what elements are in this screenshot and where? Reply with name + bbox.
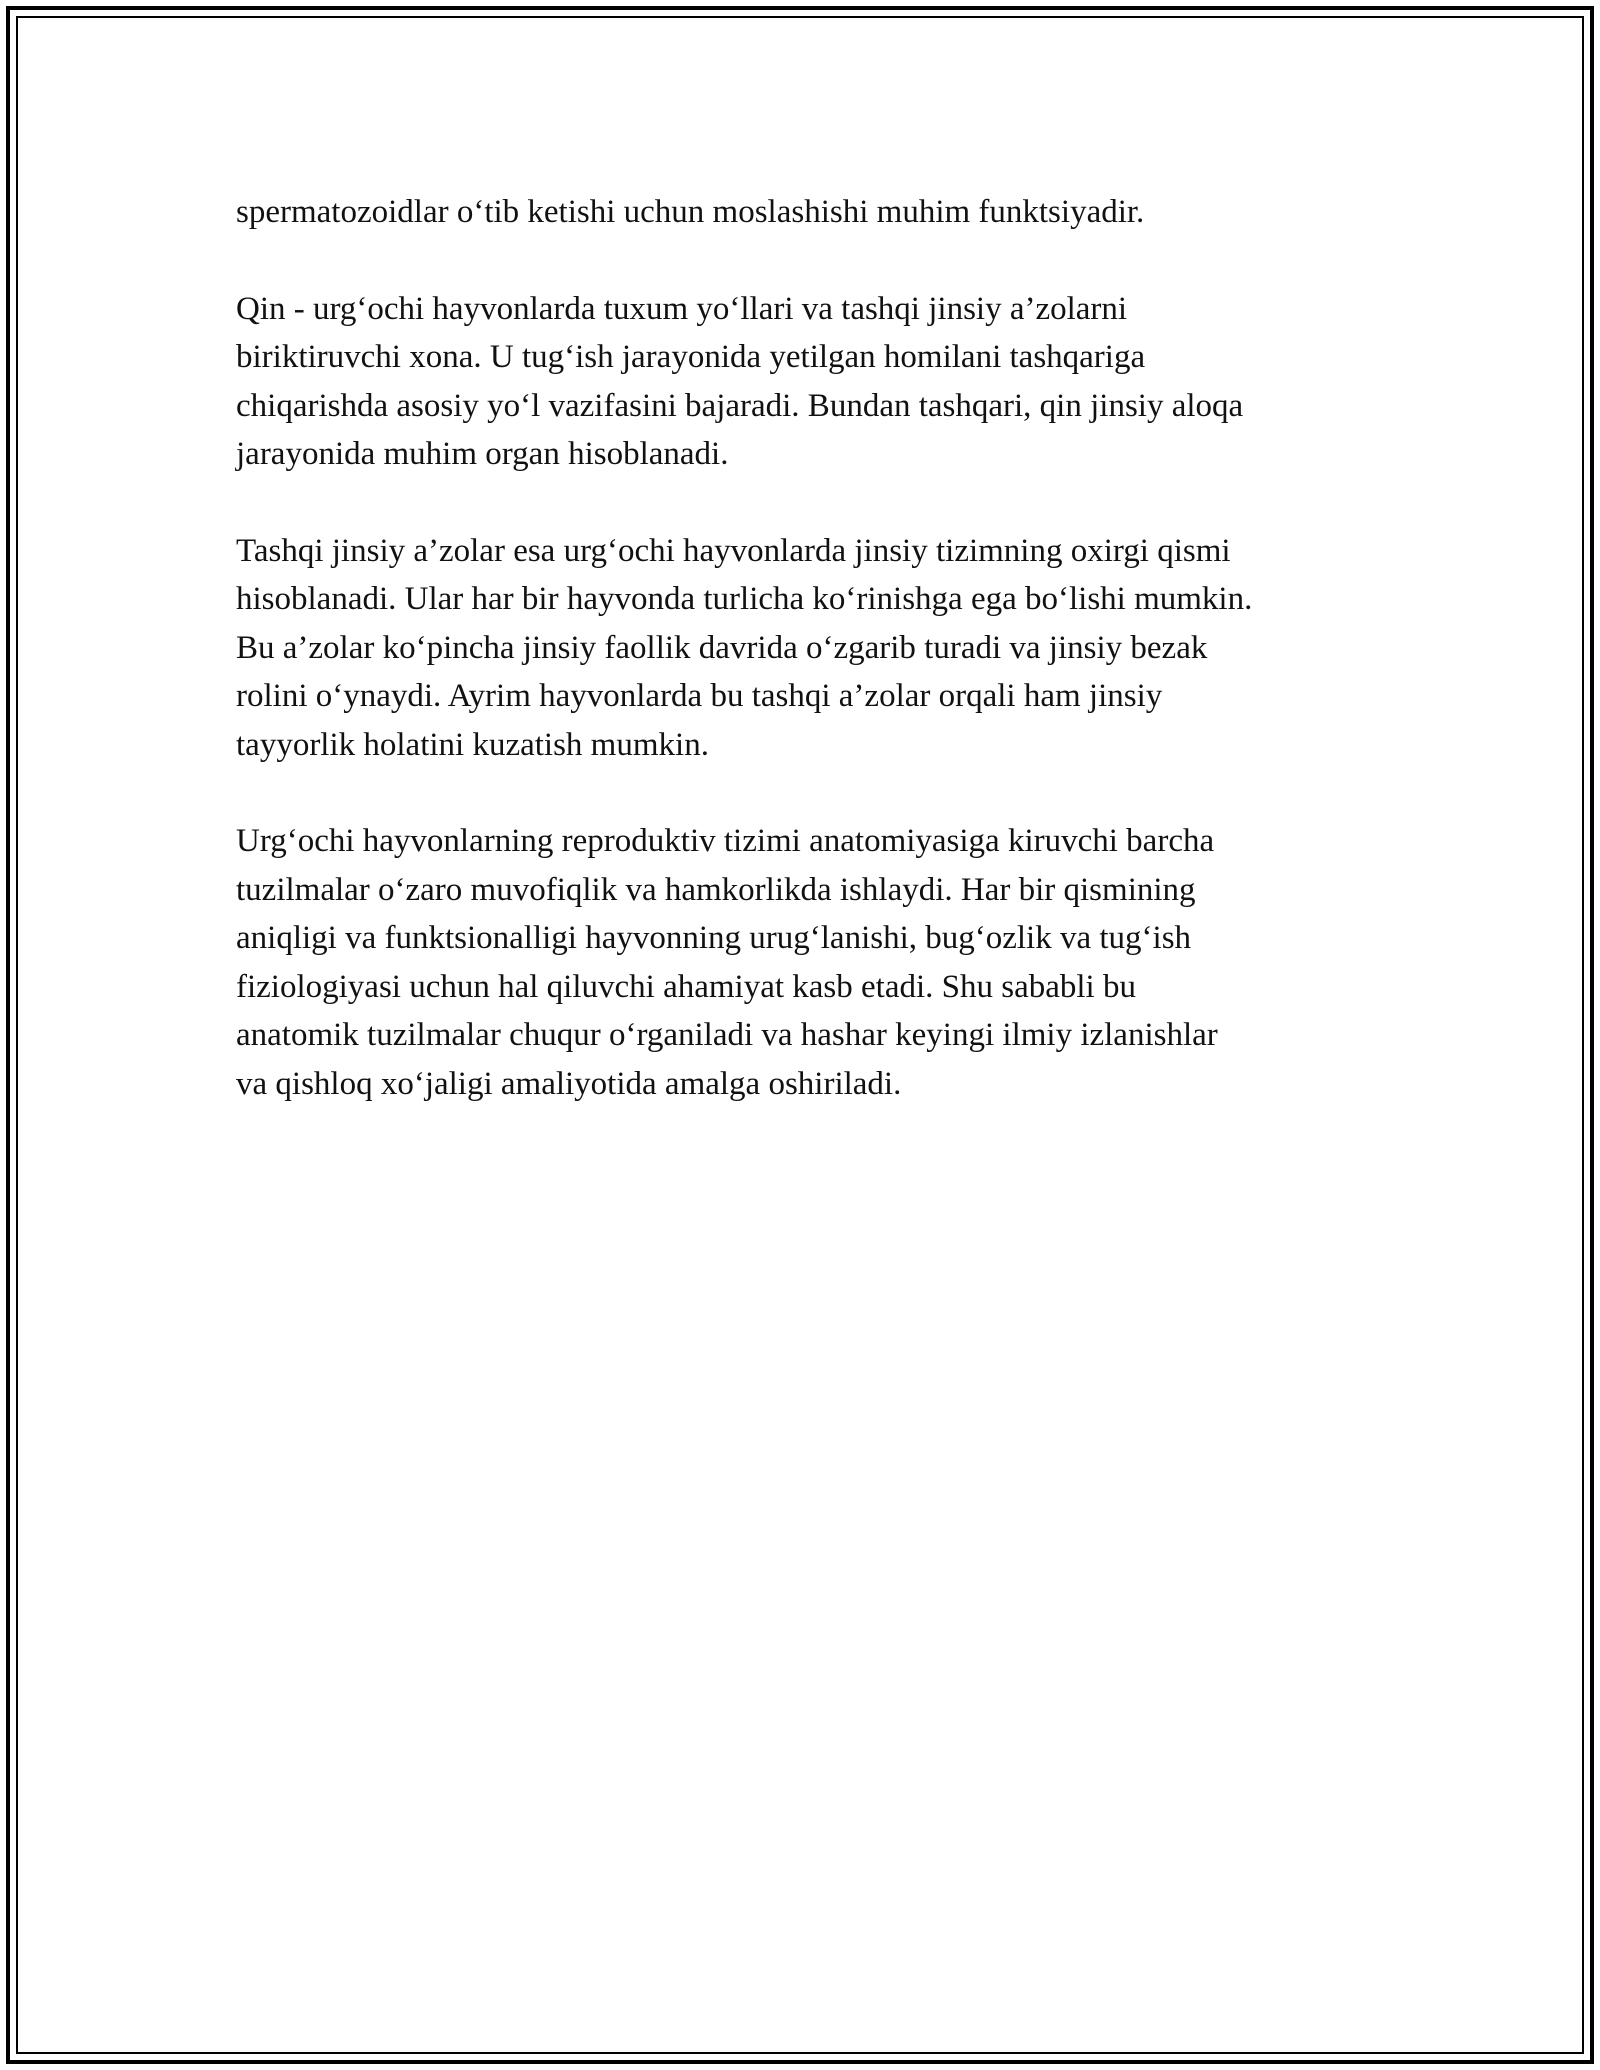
document-body [236,188,1376,1156]
paragraph-3: Tashqi jinsiy a’zolar esa urg‘ochi hayvonlarda jinsiy tizimning oxirgi qismi hisoblanadi. Ular har bir hayvonda turlicha ko‘rinishga ega bo‘lishi mumkin. Bu a’zolar ko‘pincha jinsiy faollik davrida o‘zgarib turadi va jinsiy bezak rolini o‘ynaydi. Ayrim hayvonlarda bu tashqi a’zolar orqali ham jinsiy tayyorlik holatini kuzatish mumkin. [236,532,1253,763]
paragraph-4: Urg‘ochi hayvonlarning reproduktiv tizimi anatomiyasiga kiruvchi barcha tuzilmalar o‘zaro muvofiqlik va hamkorlikda ishlaydi. Har bir qismining aniqligi va funktsionalligi hayvonning urug‘lanishi, bug‘ozlik va tug‘ish fiziologiyasi uchun hal qiluvchi ahamiyat kasb etadi. Shu sababli bu anatomik tuzilmalar chuqur o‘rganiladi va hashar keyingi ilmiy izlanishlar va qishloq xo‘jaligi amaliyotida amalga oshiriladi. [236,823,1218,1102]
paragraph-1: spermatozoidlar o‘tib ketishi uchun moslashishi muhim funktsiyadir. [236,194,1145,230]
paragraph-2: Qin - urg‘ochi hayvonlarda tuxum yo‘llari va tashqi jinsiy a’zolarni biriktiruvchi xona. U tug‘ish jarayonida yetilgan homilani tashqariga chiqarishda asosiy yo‘l vazifasini bajaradi. Bundan tashqari, qin jinsiy aloqa jarayonida muhim organ hisoblanadi. [236,290,1244,472]
